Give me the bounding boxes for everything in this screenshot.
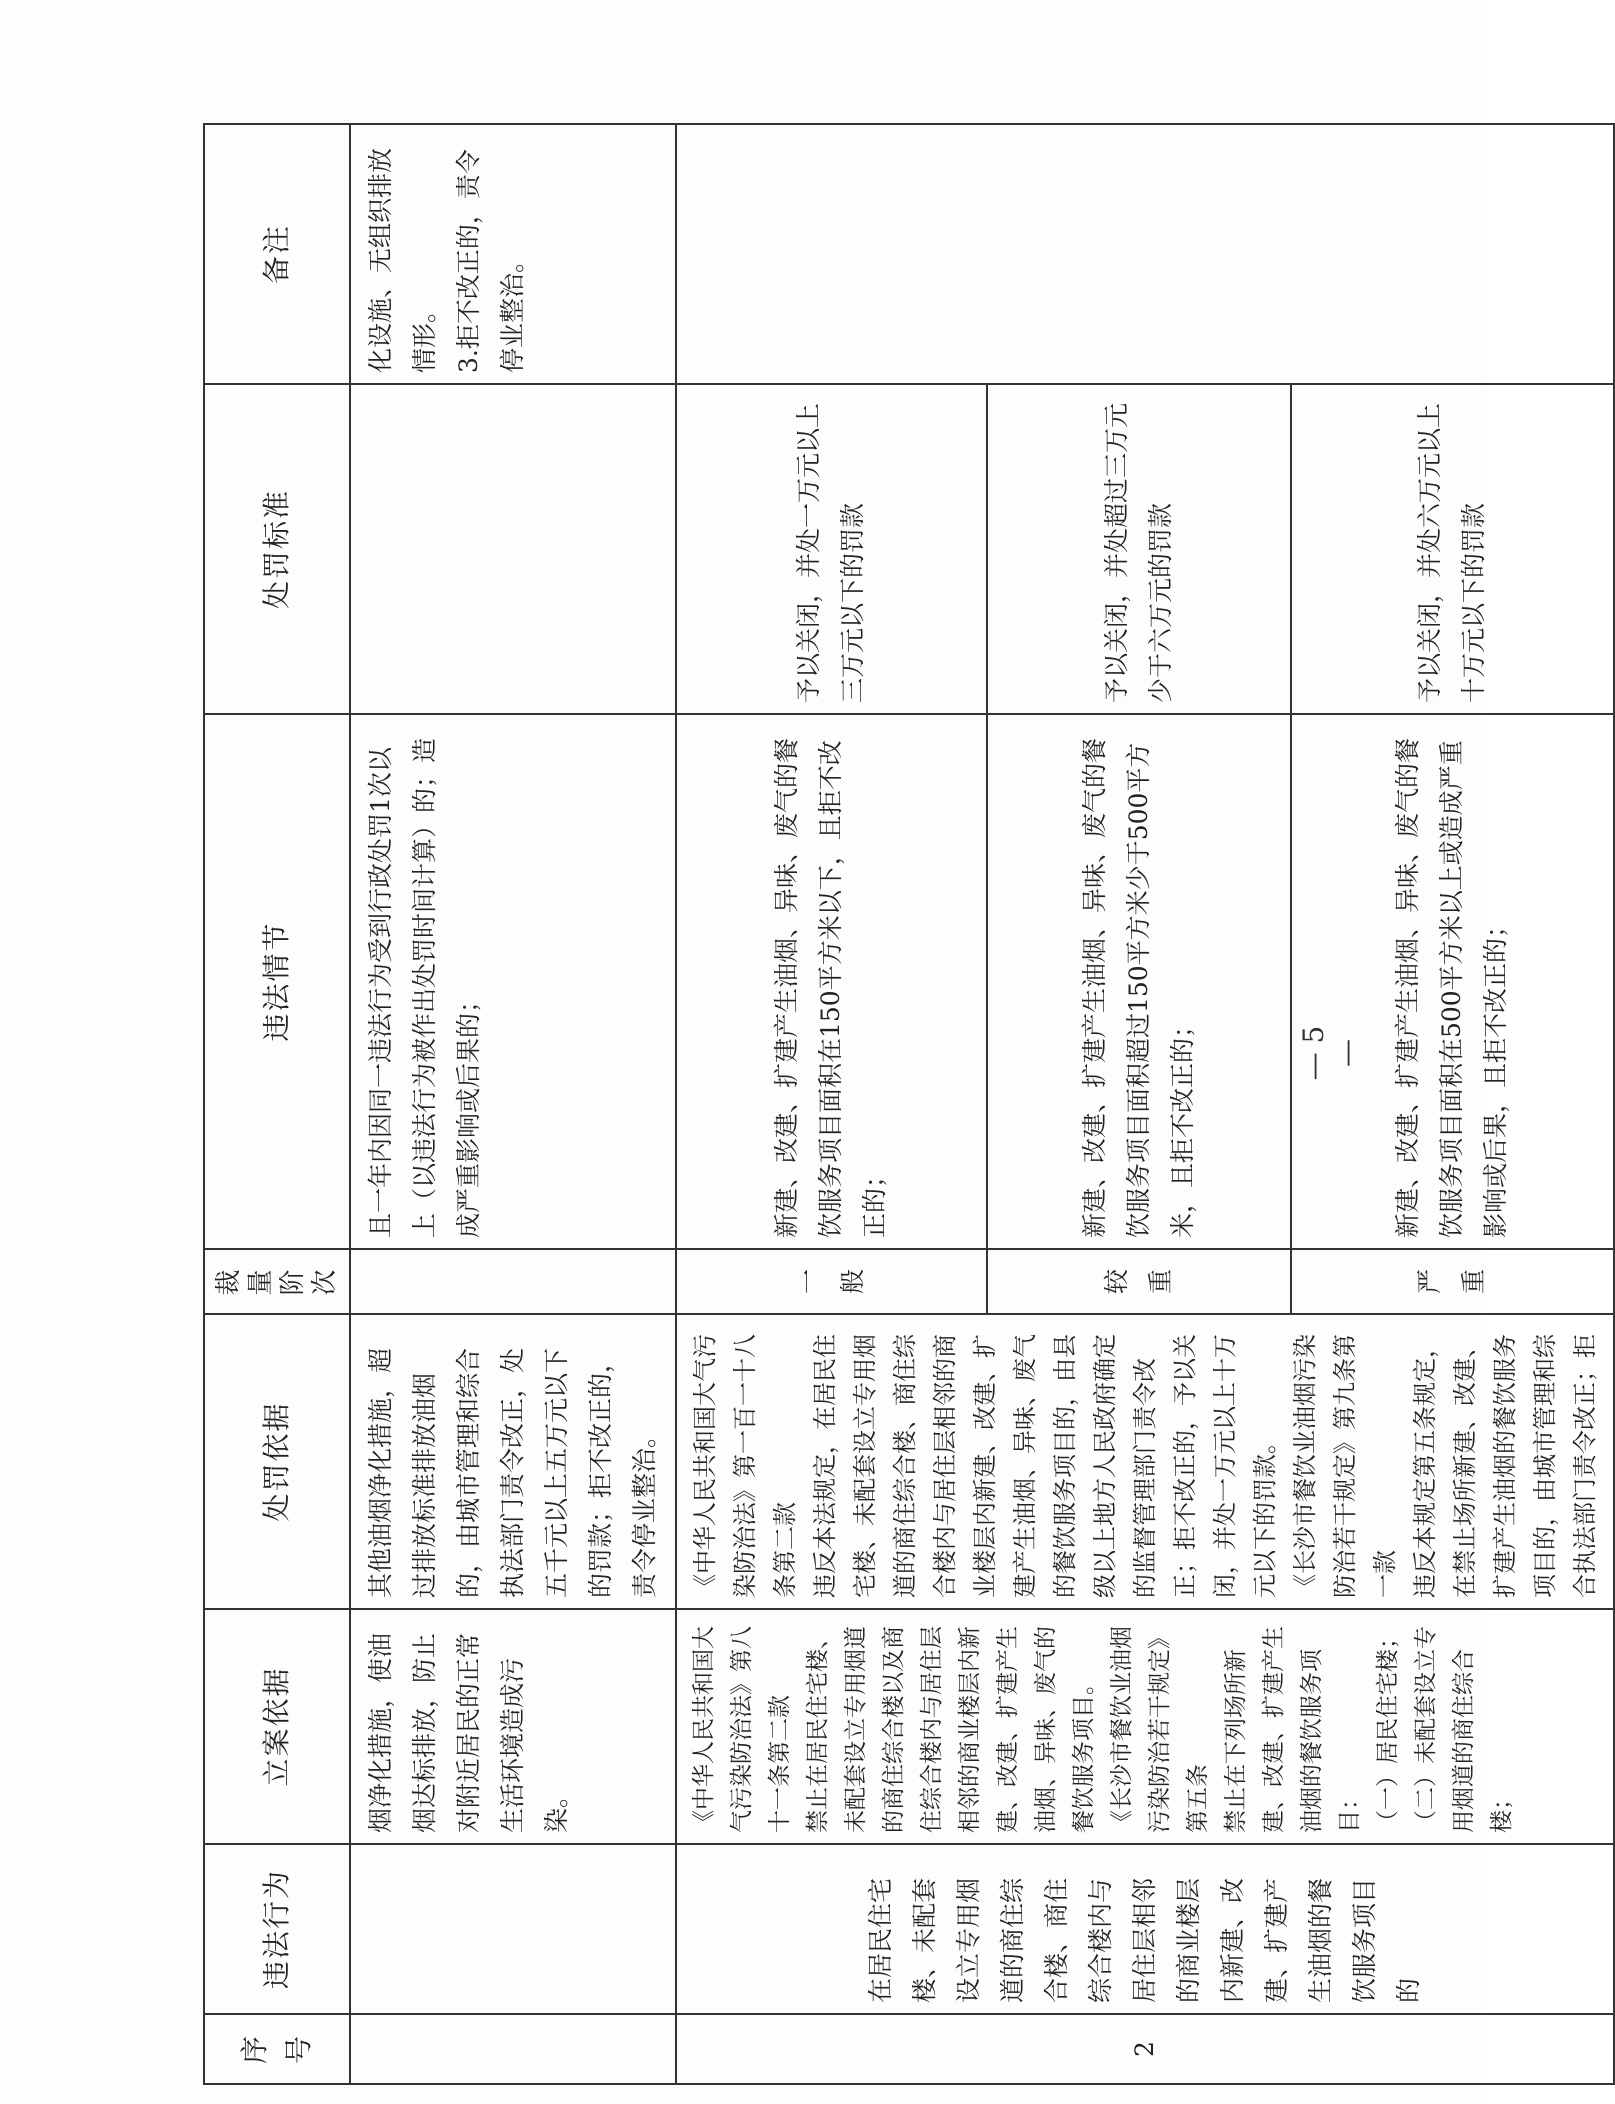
- row1-penalty-basis: 其他油烟净化措施，超过排放标准排放油烟的，由城市管理和综合执法部门责令改正，处五千元以上五万元以下的罚款；拒不改正的，责令停业整治。: [350, 1314, 676, 1609]
- header-standard: 处罚标准: [204, 384, 350, 714]
- tier3-level: 严重: [1291, 1249, 1614, 1314]
- row1-remarks: 化设施、无组织排放情形。 3.拒不改正的，责令停业整治。: [350, 124, 676, 384]
- row1-seq: [350, 2014, 676, 2084]
- header-remarks: 备注: [204, 124, 350, 384]
- header-basis: 立案依据: [204, 1609, 350, 1844]
- page-number: — 5 —: [1297, 1025, 1363, 1081]
- tier2-circumstance: 新建、改建、扩建产生油烟、异味、废气的餐饮服务项目面积超过150平方米少于500平方米，且拒不改正的；: [987, 714, 1291, 1249]
- table-row-2-tier-1: [676, 124, 987, 2084]
- row1-act: [350, 1844, 676, 2014]
- row2-remarks: [676, 124, 1614, 384]
- row1-standard: [350, 384, 676, 714]
- header-act: 违法行为: [204, 1844, 350, 2014]
- row2-seq: 2: [676, 2014, 1614, 2084]
- row2-penalty-basis: 《中华人民共和国大气污染防治法》第一百一十八条第二款 违反本法规定，在居民住宅楼、未配套设立专用烟道的商住综合楼、商住综合楼内与居住层相邻的商业楼层内新建、改建、扩建产生油烟、异味、废气的餐饮服务项目的，由县级以上地方人民政府确定的监督管理部门责令改正；拒不改正的，予以关闭，并处一万元以上十万元以下的罚款。 《长沙市餐饮业油烟污染防治若干规定》第九条第一款 违反本规定第五条规定，在禁止场所新建、改建、扩建产生油烟的餐饮服务项目的，由城市管理和综合执法部门责令改正；拒: [676, 1314, 1614, 1609]
- tier1-circumstance: 新建、改建、扩建产生油烟、异味、废气的餐饮服务项目面积在150平方米以下，且拒不改正的；: [676, 714, 987, 1249]
- tier2-standard: 予以关闭，并处超过三万元少于六万元的罚款: [987, 384, 1291, 714]
- row2-basis: 《中华人民共和国大气污染防治法》第八十一条第二款 禁止在居民住宅楼、未配套设立专用烟道的商住综合楼以及商住综合楼内与居住层相邻的商业楼层内新建、改建、扩建产生油烟、异味、废气的餐饮服务项目。 《长沙市餐饮业油烟污染防治若干规定》第五条 禁止在下列场所新建、改建、扩建产生油烟的餐饮服务项目： （一）居民住宅楼； （二）未配套设立专用烟道的商住综合楼；: [676, 1609, 1614, 1844]
- tier2-level: 较重: [987, 1249, 1291, 1314]
- tier1-level: 一般: [676, 1249, 987, 1314]
- header-seq: 序号: [204, 2014, 350, 2084]
- penalty-discretion-table: [203, 123, 1615, 2085]
- tier1-standard: 予以关闭，并处一万元以上三万元以下的罚款: [676, 384, 987, 714]
- table-row-1-continued: [350, 124, 676, 2084]
- row1-circumstance: 且一年内因同一违法行为受到行政处罚1次以上（以违法行为被作出处罚时间计算）的；造成严重影响或后果的；: [350, 714, 676, 1249]
- row2-act: 在居民住宅楼、未配套设立专用烟道的商住综合楼、商住综合楼内与居住层相邻的商业楼层内新建、改建、扩建产生油烟的餐饮服务项目的: [676, 1844, 1614, 2014]
- rotated-table-wrapper: [203, 125, 1599, 2085]
- header-circumstance: 违法情节: [204, 714, 350, 1249]
- tier3-circumstance: 新建、改建、扩建产生油烟、异味、废气的餐饮服务项目面积在500平方米以上或造成严重影响或后果，且拒不改正的；: [1291, 714, 1614, 1249]
- row1-level: [350, 1249, 676, 1314]
- header-level: 裁量阶次: [204, 1249, 350, 1314]
- header-penalty-basis: 处罚依据: [204, 1314, 350, 1609]
- row1-basis: 烟净化措施，使油烟达标排放，防止对附近居民的正常生活环境造成污染。: [350, 1609, 676, 1844]
- table-header-row: [204, 124, 350, 2084]
- tier3-standard: 予以关闭，并处六万元以上十万元以下的罚款: [1291, 384, 1614, 714]
